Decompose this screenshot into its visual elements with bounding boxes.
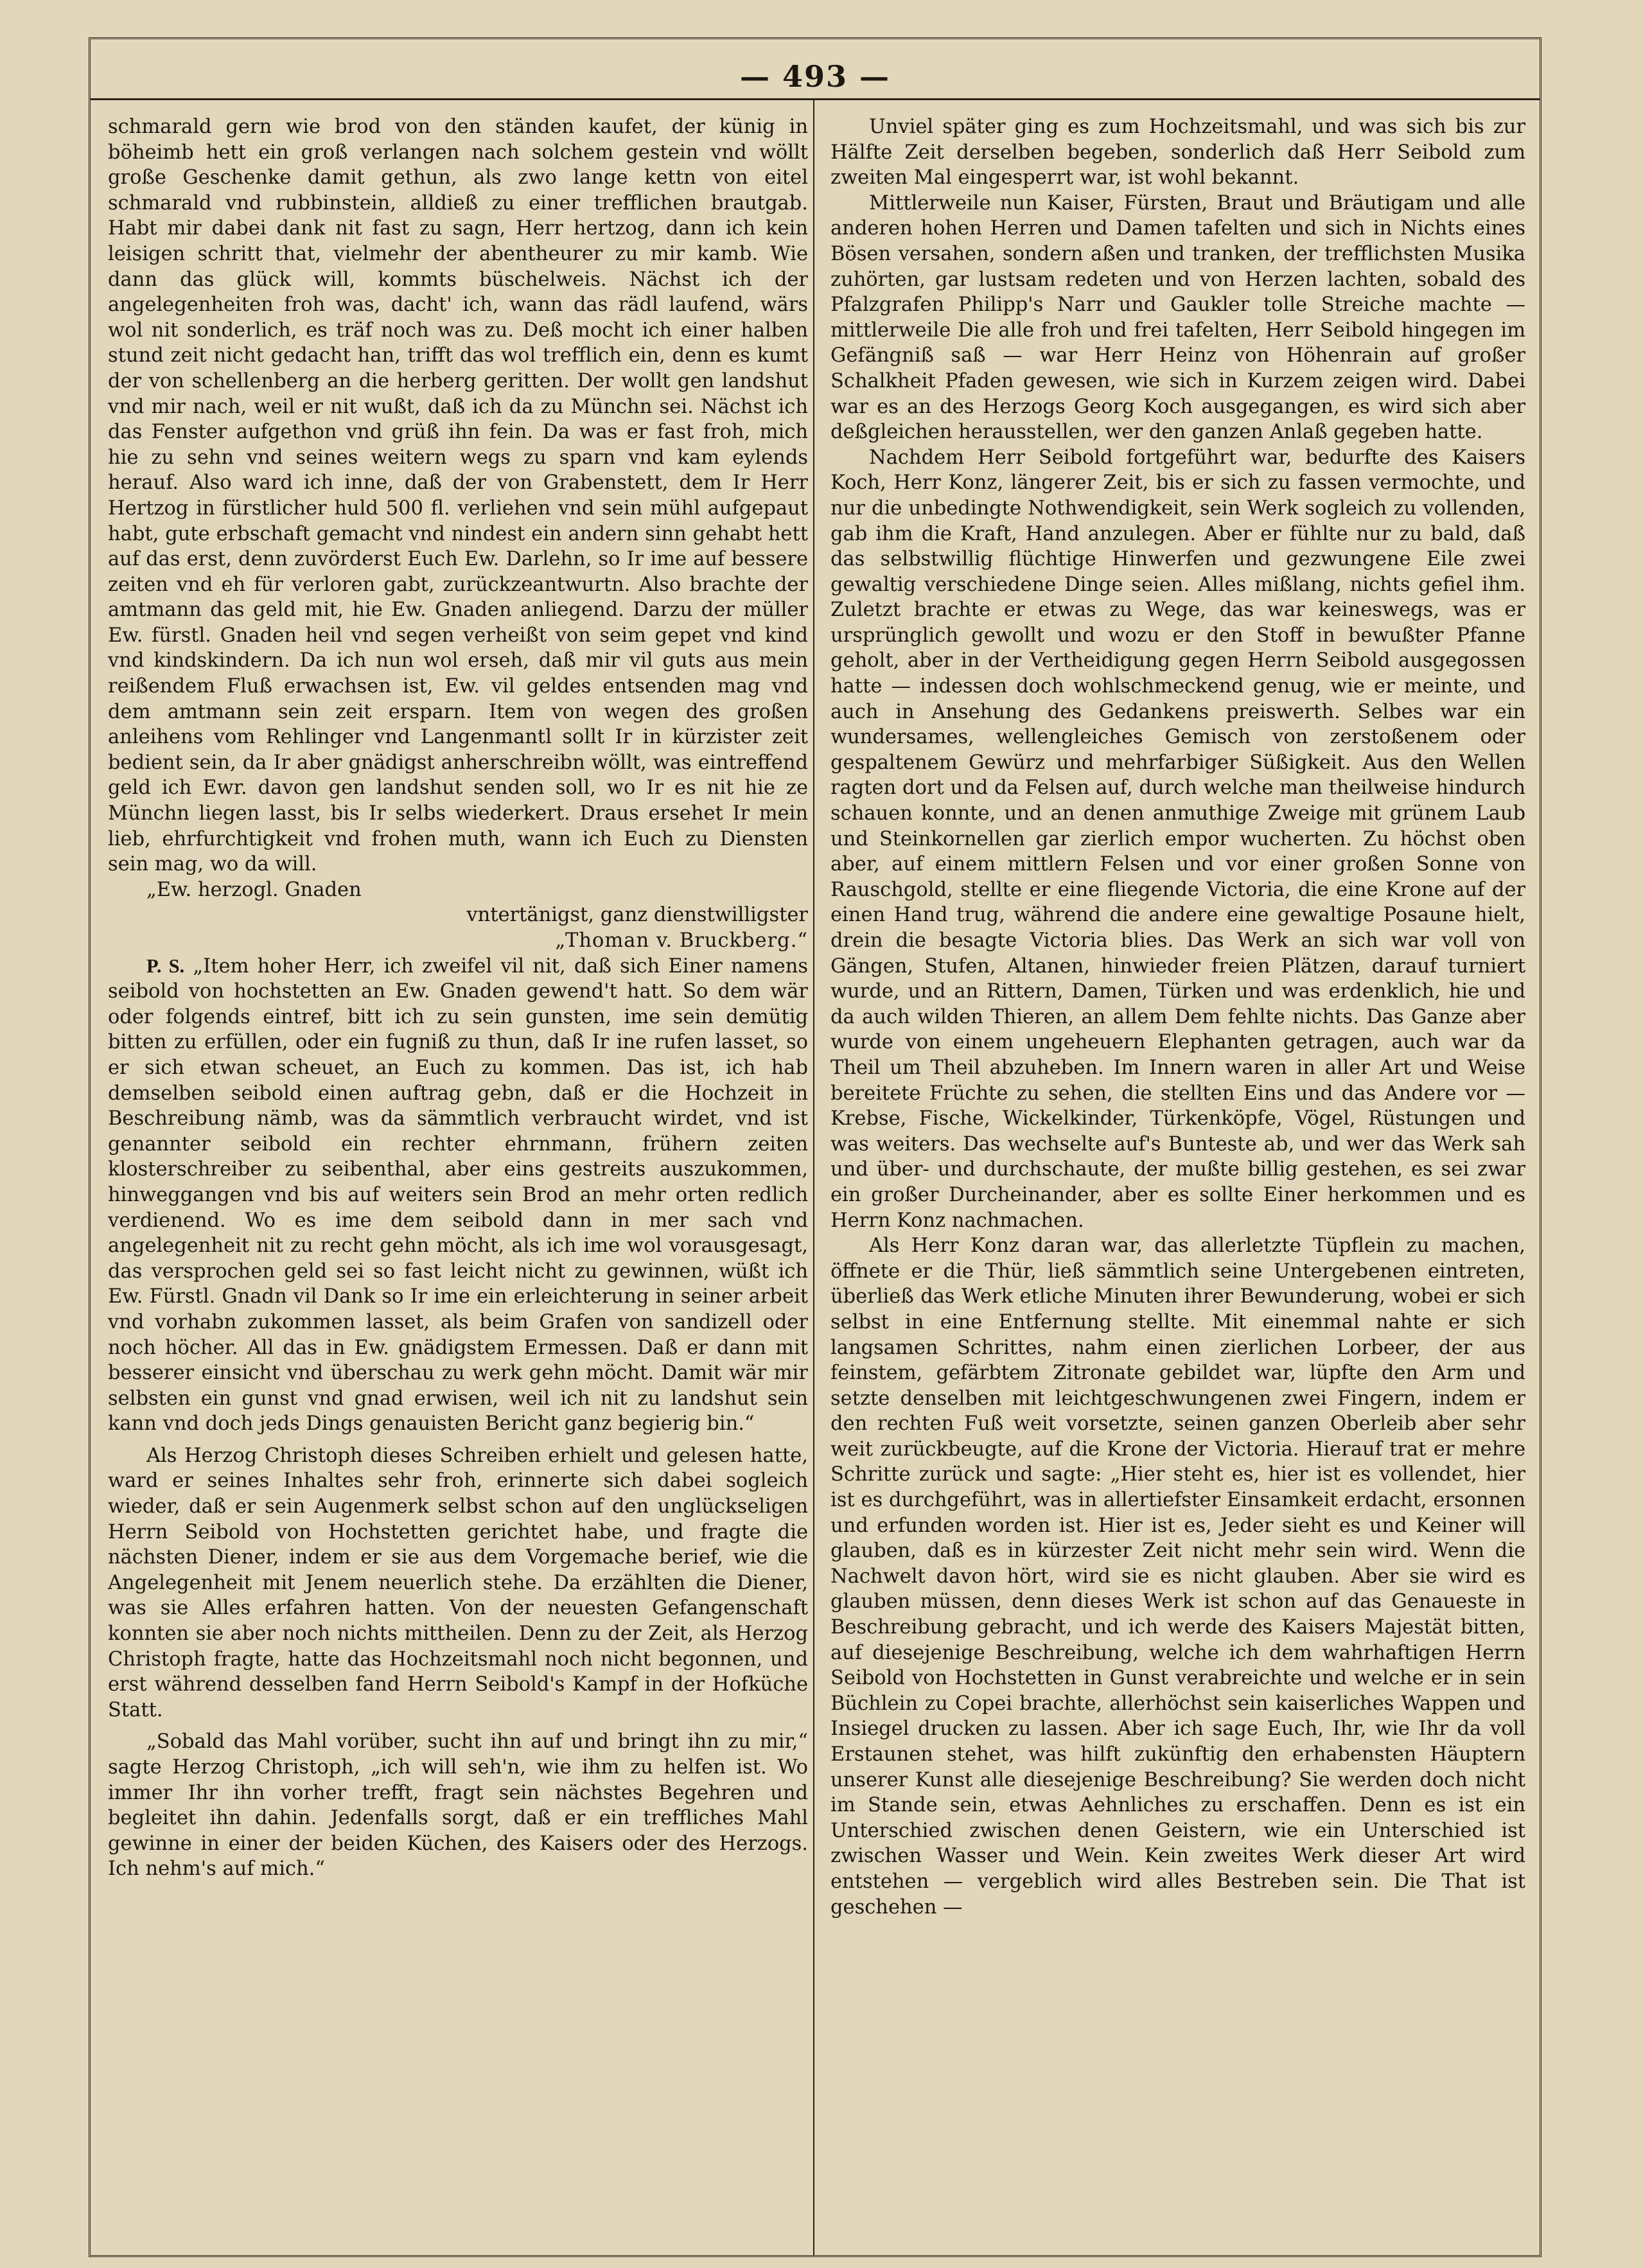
letter-closing: vntertänigst, ganz dienstwilligster — [466, 904, 808, 927]
left-column — [108, 114, 808, 1882]
letter-signature: „Thoman v. Bruckberg.“ — [555, 929, 808, 952]
postscript-text: „Item hoher Herr, ich zweifel vil nit, daß sich Einer namens seibold von hochstetten an Ew. Gnaden gewend't hatt. So dem wär oder folgends eintref, bitt ich zu sein gunsten, ime sein demütig bitten zu erfüllen, oder ein fugniß zu thun, daß Ir ine rufen lasset, so er sich etwan scheuet, an Euch zu kommen. Das ist, ich hab demselben seibold einen auftrag gebn, daß er die Hochzeit in Beschreibung nämb, was da sämmtlich verbraucht wirdet, vnd ist genannter seibold ein rechter ehrnmann, frühern zeiten klosterschreiber zu seibenthal, aber eins gestreits auszukommen, hinweggangen vnd bis auf weiters sein Brod an mehr orten redlich verdienend. Wo es ime dem seibold dann in mer sach vnd angelegenheit nit zu recht gehn möcht, als ich ime wol vorausgesagt, das versprochen geld sei so fast leicht nicht zu gewinnen, wüßt ich Ew. Fürstl. Gnadn vil Dank so Ir ime ein erleichterung in seiner arbeit vnd vorhabn zukommen lasset, als beim Grafen von sandizell oder noch höcher. All das in Ew. gnädigstem Ermessen. Daß er dann mit besserer einsicht vnd überschau zu werk gehn möcht. Damit wär mir selbsten ein gunst vnd gnad erwisen, weil ich nit zu landshut sein kann vnd doch jeds Dings genauisten Bericht ganz begierig bin.“ — [108, 954, 809, 1436]
page-number: — 493 — — [739, 59, 891, 94]
story-paragraph: Unviel später ging es zum Hochzeitsmahl, und was sich bis zur Hälfte Zeit derselben begeben, sonderlich daß Herr Seibold zum zweiten Mal eingesperrt war, ist wohl bekannt. — [830, 116, 1525, 189]
letter-paragraph: schmarald gern wie brod von den ständen kaufet, der künig in böheimb hett ein groß verlangen nach solchem gestein vnd wöllt große Geschenke damit gethun, als zwo lange kettn von eitel schmarald vnd rubbinstein, alldieß zu einer trefflichen brautgab. Habt mir dabei dank nit fast zu sagn, Herr hertzog, dann ich kein leisigen schritt that, vielmehr der abentheurer zu mir kamb. Wie dann das glück will, kommts büschelweis. Nächst ich der angelegenheiten froh was, dacht' ich, wann das rädl laufend, wärs wol nit sonderlich, es träf noch was zu. Deß mocht ich einer halben stund zeit nicht gedacht han, trifft das wol trefflich ein, denn es kumt der von schellenberg an die herberg geritten. Der wollt gen landshut vnd mir nach, weil er nit wußt, daß ich da zu Münchn sei. Nächst ich das Fenster aufgethon vnd grüß ihn fein. Da was er fast froh, mich hie zu sehn vnd seines weitern wegs zu sparn vnd kam eylends herauf. Also ward ich inne, daß der von Grabenstett, dem Ir Herr Hertzog in fürstlicher huld 500 fl. verliehen vnd sein mühl aufgepaut habt, gute erbschaft gemacht vnd nindest ein andern sinn gehabt hett auf das erst, denn zuvörderst Euch Ew. Darlehn, so Ir ime auf bessere zeiten vnd eh für verloren gabt, zurückzeantwurtn. Also brachte der amtmann das geld mit, hie Ew. Gnaden anliegend. Darzu der müller Ew. fürstl. Gnaden heil vnd segen verheißt von seim gepet vnd kind vnd kindskindern. Da ich nun wol erseh, daß mir vil guts aus mein reißendem Fluß erwachsen ist, Ew. vil geldes entsenden mag vnd dem amtmann sein zeit ersparn. Item von wegen des großen anleihens vom Rehlinger vnd Langenmantl sollt Ir in kürzister zeit bedient sein, da Ir aber gnädigst anherschreibn wöllt, was eintreffend geld ich Ewr. davon gen landshut senden soll, wo Ir es nit hie ze Münchn liegen lasst, bis Ir selbs wiederkert. Draus ersehet Ir mein lieb, ehrfurchtigkeit vnd frohen muth, wann ich Euch zu Diensten sein mag, wo da will. — [108, 116, 808, 876]
header-rule — [91, 98, 1540, 100]
story-paragraph: „Sobald das Mahl vorüber, sucht ihn auf und bringt ihn zu mir,“ sagte Herzog Christoph, „ich will seh'n, wie ihm zu helfen ist. Wo immer Ihr ihn vorher trefft, fragt sein nächstes Begehren und begleitet ihn dahin. Jedenfalls sorgt, daß er ein treffliches Mahl gewinne in einer der beiden Küchen, des Kaisers oder des Herzogs. Ich nehm's auf mich.“ — [108, 1730, 808, 1881]
postscript-label: P. S. — [146, 954, 185, 977]
story-paragraph: Als Herzog Christoph dieses Schreiben erhielt und gelesen hatte, ward er seines Inhaltes sehr froh, erinnerte sich dabei sogleich wieder, daß er sein Augenmerk selbst schon auf den unglückseligen Herrn Seibold von Hochstetten gerichtet habe, und fragte die nächsten Diener, indem er sie aus dem Vorgemache berief, wie die Angelegenheit mit Jenem neuerlich stehe. Da erzählten die Diener, was sie Alles erfahren hatten. Von der neuesten Gefangenschaft konnten sie aber noch nichts mittheilen. Denn zu der Zeit, als Herzog Christoph fragte, hatte das Hochzeitsmahl noch nicht begonnen, und erst während desselben fand Herrn Seibold's Kampf in der Hofküche Statt. — [108, 1444, 808, 1721]
right-column — [830, 114, 1525, 1920]
story-paragraph: Mittlerweile nun Kaiser, Fürsten, Braut und Bräutigam und alle anderen hohen Herren und Damen tafelten und sich in Nichts eines Bösen versahen, sondern aßen und tranken, der trefflichsten Musika zuhörten, gar lustsam redeten und von Herzen lachten, sobald des Pfalzgrafen Philipp's Narr und Gaukler tolle Streiche machte — mittlerweile Die alle froh und frei tafelten, Herr Seibold hingegen im Gefängniß saß — war Herr Heinz von Höhenrain auf großer Schalkheit Pfaden gewesen, wie sich in Kurzem zeigen wird. Dabei war es an des Herzogs Georg Koch ausgegangen, es wird sich aber deßgleichen herausstellen, wer den ganzen Anlaß gegeben hatte. — [830, 191, 1525, 444]
column-divider — [813, 100, 814, 2255]
story-paragraph: Nachdem Herr Seibold fortgeführt war, bedurfte des Kaisers Koch, Herr Konz, längerer Zeit, bis er sich zu fassen vermochte, und nur die unbedingte Nothwendigkeit, sein Werk sogleich zu vollenden, gab ihm die Kraft, Hand anzulegen. Aber er fühlte nur zu bald, daß das selbstwillig flüchtige Hinwerfen und gezwungene Eile zwei gewaltig verschiedene Dinge seien. Alles mißlang, nichts gefiel ihm. Zuletzt brachte er etwas zu Wege, das war keineswegs, was er ursprünglich gewollt und wozu er den Stoff in bewußter Pfanne geholt, aber in der Vertheidigung gegen Herrn Seibold ausgegossen hatte — indessen doch wohlschmeckend genug, wie er meinte, und auch in Ansehung des Gedankens preiswerth. Selbes war ein wundersames, wellengleiches Gemisch von zerstoßenem oder gespaltenem Gewürz und mehrfarbiger Süßigkeit. Aus den Wellen ragten dort und da Felsen auf, durch welche man theilweise hindurch schauen konnte, und an denen anmuthige Zweige mit grünem Laub und Steinkornellen gar zierlich empor wucherten. Zu höchst oben aber, auf einem mittlern Felsen und vor einer großen Sonne von Rauschgold, stellte er eine fliegende Victoria, die eine Krone auf der einen Hand trug, während die andere eine gewaltige Posaune hielt, drein die besagte Victoria blies. Das Werk an sich war voll von Gängen, Stufen, Altanen, hinwieder freien Plätzen, darauf turniert wurde, und an Rittern, Damen, Türken und was erdenklich, hie und da auch wilden Thieren, an allem Dem fehlte nichts. Das Ganze aber wurde von einem ungeheuern Elephanten getragen, auch war da Theil um Theil abzuheben. Im Innern waren in aller Art und Weise bereitete Früchte zu sehen, die stellten Eins und das Andere vor — Krebse, Fische, Wickelkinder, Türkenköpfe, Vögel, Rüstungen und was weiters. Das wechselte auf's Bunteste ab, und wer das Werk sah und über- und durchschaute, der mußte billig gestehen, es sei zwar ein großer Durcheinander, aber es sollte Einer herkommen und es Herrn Konz nachmachen. — [830, 446, 1525, 1232]
story-paragraph: Als Herr Konz daran war, das allerletzte Tüpflein zu machen, öffnete er die Thür, ließ sämmtlich seine Untergebenen eintreten, überließ das Werk etliche Minuten ihrer Bewunderung, wobei er sich selbst in eine Entfernung stellte. Mit einemmal nahte er sich langsamen Schrittes, nahm einen zierlichen Lorbeer, der aus feinstem, gefärbtem Zitronate gebildet war, lüpfte den Arm und setzte denselben mit leichtgeschwungenen zwei Fingern, indem er den rechten Fuß weit vorsetzte, seinen ganzen Oberleib aber sehr weit zurückbeugte, auf die Krone der Victoria. Hierauf trat er mehre Schritte zurück und sagte: „Hier steht es, hier ist es vollendet, hier ist es durchgeführt, was in allertiefster Einsamkeit erdacht, ersonnen und erfunden worden ist. Hier ist es, Jeder sieht es und Keiner will glauben, daß es in kürzester Zeit nicht mehr sein wird. Wenn die Nachwelt davon hört, wird sie es nicht glauben. Aber sie wird es glauben müssen, denn dieses Werk ist schon auf das Genaueste in Beschreibung gebracht, und ich werde des Kaisers Majestät bitten, auf diesejenige Beschreibung, welche ich dem wahrhaftigen Herrn Seibold von Hochstetten in Gunst verabreichte und welche er in sein Büchlein zu Copei brachte, allerhöchst sein kaiserliches Wappen und Insiegel drucken zu lassen. Aber ich sage Euch, Ihr, wie Ihr da voll Erstaunen stehet, was hilft zukünftig den erhabensten Häuptern unserer Kunst alle diesejenige Beschreibung? Sie werden doch nicht im Stande sein, etwas Aehnliches zu erschaffen. Denn es ist ein Unterschied zwischen denen Geistern, wie ein Unterschied ist zwischen Wasser und Wein. Kein zweites Werk dieser Art wird entstehen — vergeblich wird alles Bestreben sein. Die That ist geschehen — — [830, 1235, 1525, 1919]
letter-salutation: „Ew. herzogl. Gnaden — [146, 878, 362, 901]
postscript-paragraph — [108, 954, 808, 1437]
